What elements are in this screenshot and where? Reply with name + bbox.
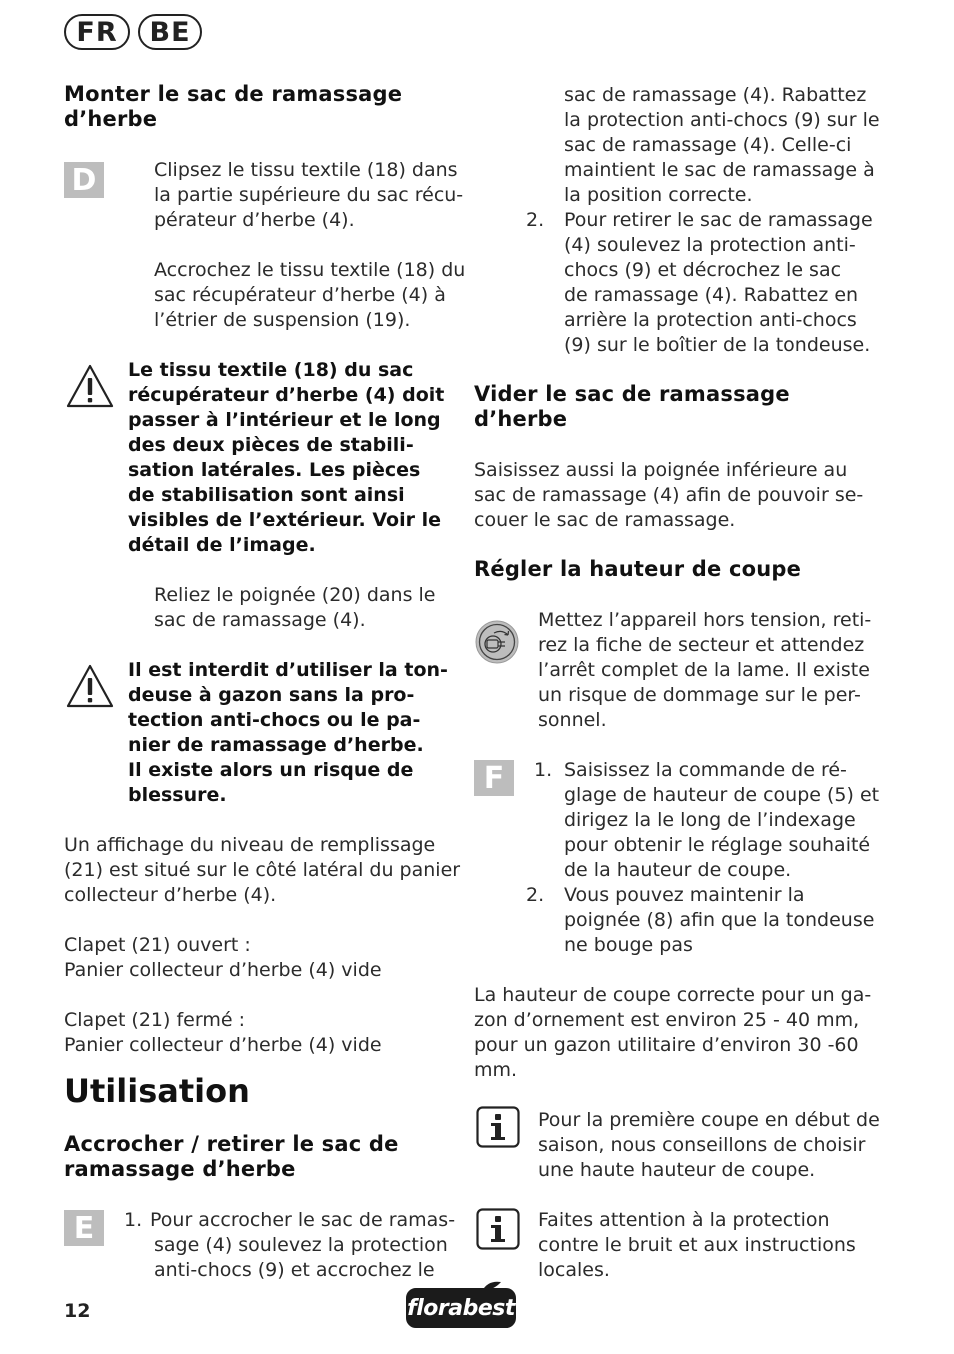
warning-no-guard: Il est interdit d’utiliser la ton- deuse à gazon sans la pro- tection anti-chocs ou le pa- nier de ramassage d’herbe. Il existe alors un risque de blessure. xyxy=(128,659,448,806)
page-number: 12 xyxy=(64,1300,91,1322)
figure-tag-e: E xyxy=(64,1210,104,1246)
heading-empty-bag: Vider le sac de ramassage d’herbe xyxy=(474,382,790,431)
para-flap-closed: Clapet (21) fermé : Panier collecteur d’herbe (4) vide xyxy=(64,1009,382,1056)
list-number: 2. xyxy=(526,884,545,906)
info-icon xyxy=(476,1208,520,1250)
para-connect-handle: Reliez le poignée (20) dans le sac de ramassage (4). xyxy=(154,584,436,631)
lang-badge-be: BE xyxy=(138,14,202,50)
para-hang-step-1: Pour accrocher le sac de ramas- sage (4) soulevez la protection anti-chocs (9) et accrochez le xyxy=(150,1209,456,1281)
para-clip-fabric: Clipsez le tissu textile (18) dans la partie supérieure du sac récu- pérateur d’herbe (4). xyxy=(154,159,464,231)
list-number: 1. xyxy=(534,759,553,781)
para-cut-step-1: Saisissez la commande de ré- glage de hauteur de coupe (5) et dirigez la le long de l’indexage pour obtenir le réglage souhaité de la hauteur de coupe. xyxy=(564,759,880,881)
para-remove-step-2: Pour retirer le sac de ramassage (4) soulevez la protection anti- chocs (9) et décrochez le sac de ramassage (4). Rabattez en arrière la protection anti-chocs (9) sur le boîtier de la tondeuse. xyxy=(564,209,873,356)
para-hang-step-1-cont: sac de ramassage (4). Rabattez la protection anti-chocs (9) sur le sac de ramassage (4). Celle-ci maintient le sac de ramassage à la position correcte. xyxy=(564,84,880,206)
section-title-utilisation: Utilisation xyxy=(64,1072,250,1110)
para-fill-indicator: Un affichage du niveau de remplissage (21) est situé sur le côté latéral du panier collecteur d’herbe (4). xyxy=(64,834,461,906)
warning-triangle-icon xyxy=(66,363,114,409)
florabest-logo: florabest xyxy=(406,1288,516,1328)
lang-badge-fr: FR xyxy=(64,14,130,50)
para-empty-bag: Saisissez aussi la poignée inférieure au sac de ramassage (4) afin de pouvoir se- couer le sac de ramassage. xyxy=(474,459,864,531)
para-cut-step-2: Vous pouvez maintenir la poignée (8) afin que la tondeuse ne bouge pas xyxy=(564,884,875,956)
para-flap-open: Clapet (21) ouvert : Panier collecteur d’herbe (4) vide xyxy=(64,934,382,981)
para-power-off: Mettez l’appareil hors tension, reti- rez la fiche de secteur et attendez l’arrêt complet de la lame. Il existe un risque de dommage sur le per- sonnel. xyxy=(538,609,872,731)
warning-fabric-stabilizer: Le tissu textile (18) du sac récupérateur d’herbe (4) doit passer à l’intérieur et le long des deux pièces de stabili- sation latérales. Les pièces de stabilisation sont ainsi visibles de l’extérieur. Voir le détail de l’image. xyxy=(128,359,445,556)
warning-triangle-icon xyxy=(66,663,114,709)
heading-cut-height: Régler la hauteur de coupe xyxy=(474,557,802,581)
para-cut-height-values: La hauteur de coupe correcte pour un ga- zon d’ornement est environ 25 - 40 mm, pour un gazon utilitaire d’environ 30 -60 mm. xyxy=(474,984,872,1081)
info-noise-protection: Faites attention à la protection contre le bruit et aux instructions locales. xyxy=(538,1209,856,1281)
unplug-plug-icon xyxy=(474,619,520,665)
heading-hang-bag: Accrocher / retirer le sac de ramassage d’herbe xyxy=(64,1132,399,1181)
figure-tag-d: D xyxy=(64,162,104,198)
para-hang-fabric: Accrochez le tissu textile (18) du sac récupérateur d’herbe (4) à l’étrier de suspension (19). xyxy=(154,259,466,331)
info-first-cut: Pour la première coupe en début de saison, nous conseillons de choisir une haute hauteur de coupe. xyxy=(538,1109,880,1181)
list-number: 1. xyxy=(124,1209,143,1231)
heading-mount-bag: Monter le sac de ramassage d’herbe xyxy=(64,82,403,131)
figure-tag-f: F xyxy=(474,760,514,796)
list-number: 2. xyxy=(526,209,545,231)
info-icon xyxy=(476,1106,520,1148)
